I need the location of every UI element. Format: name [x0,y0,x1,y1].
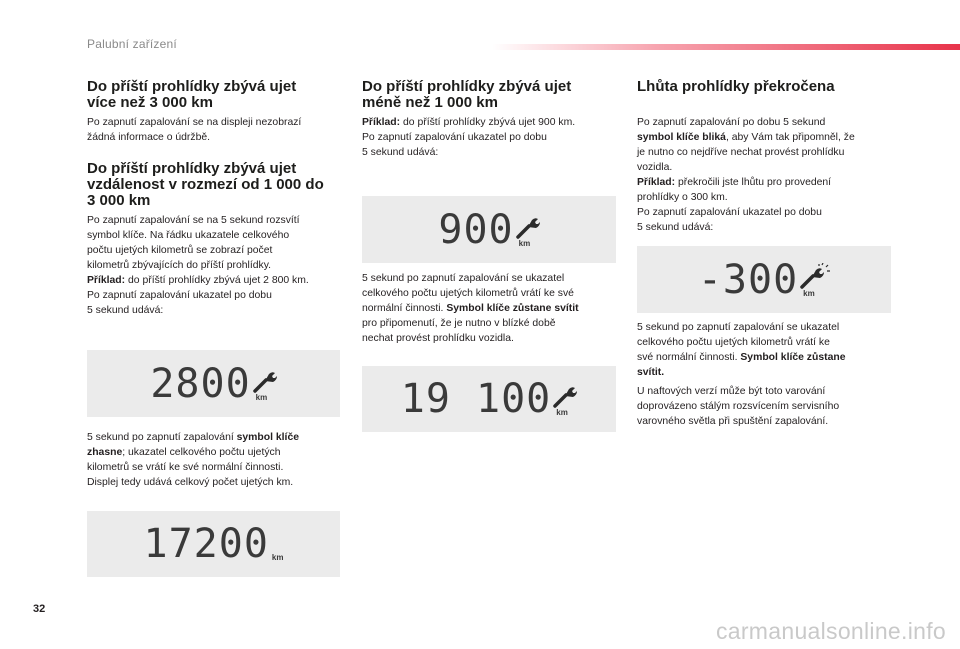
wrench-group [553,386,577,418]
text-line: prohlídky o 300 km. [637,192,728,203]
text-line: Displej tedy udává celkový počet ujetých km. [87,477,294,488]
lcd [697,256,830,303]
header-title: Palubní zařízení [87,37,177,51]
section-title-1000-3000 [87,161,349,209]
section-title-overdue [637,79,897,95]
unit-label: km [556,408,568,417]
odometer-digits: 2800 [150,360,251,407]
odometer-digits: 19 100 [400,376,552,422]
text-line: překročili jste lhůtu pro provedení [675,177,832,188]
text-line: 5 sekund udává: [87,305,164,316]
text-line: Po zapnutí zapalování ukazatel po dobu [87,290,272,301]
text-line: celkového počtu ujetých kilometrů vrátí ke [637,337,830,348]
watermark: carmanualsonline.info [715,618,946,644]
title-line: Do příští prohlídky zbývá ujet [87,160,297,177]
example-label: Příklad: [362,117,401,128]
title-line: vzdálenost v rozmezí od 1 000 do [87,176,324,193]
text-line: 5 sekund udává: [637,222,714,233]
title-line: méně než 1 000 km [362,94,498,111]
section-title-under-1000 [362,79,612,111]
odometer-digits: 17200 [143,521,269,567]
unit-label: km [271,553,284,562]
text-line: 5 sekund po zapnutí zapalování se ukazatel [637,322,840,333]
text-line: doprovázeno stálým rozsvícením servisního [637,401,840,412]
lcd [143,521,284,567]
text-line: U naftových verzí může být toto varování [637,386,826,397]
paragraph-key-remains-lit [362,271,624,346]
paragraph-diesel-note [637,384,899,429]
text-line: do příští prohlídky zbývá ujet 900 km. [400,117,576,128]
text-line: Po zapnutí zapalování ukazatel po dobu [637,207,822,218]
title-line: více než 3 000 km [87,94,213,111]
text-line: nechat provést prohlídku vozidla. [362,333,514,344]
header-accent-bar [492,44,960,50]
wrench-icon [553,386,577,408]
wrench-icon [516,217,540,239]
text-line: počtu ujetých kilometrů se zobrazí počet [87,245,273,256]
paragraph-overdue [637,115,899,235]
odometer-display-900 [362,196,616,263]
paragraph-overdue-after [637,320,899,380]
unit-label: km [518,238,531,248]
section-title-over-3000 [87,79,337,111]
title-line: Lhůta prohlídky překročena [637,78,835,95]
text-line: pro připomenutí, že je nutno v blízké době [362,318,556,329]
text-line: 5 sekund udává: [362,147,439,158]
text-line: Po zapnutí zapalování se na displeji nezobrazí [87,117,302,128]
paragraph-under-1000 [362,115,624,160]
title-line: 3 000 km [87,192,151,209]
odometer-display-19100 [362,366,616,432]
paragraph-over-3000 [87,115,347,145]
text-line: celkového počtu ujetých kilometrů vrátí ke své [362,288,574,299]
wrench-blinking-icon [800,263,830,289]
example-label: Příklad: [87,275,126,286]
paragraph-1000-3000 [87,213,349,318]
odometer-digits: -300 [697,256,799,303]
lcd [150,360,276,407]
text-line: vozidla. [637,162,673,173]
unit-label: km [803,288,815,298]
bold-text: zhasne [87,447,123,458]
text-line: kilometrů se vrátí ke své normální činnosti. [87,462,284,473]
text-line: kilometrů zbývajících do příští prohlídky. [87,260,272,271]
text-line: 5 sekund po zapnutí zapalování [87,432,237,443]
unit-label: km [255,392,268,402]
bold-text: symbol klíče [236,432,299,443]
wrench-icon [253,371,277,393]
paragraph-key-off [87,430,349,490]
lcd [400,376,578,422]
odometer-display-minus-300 [637,246,891,313]
text-line: žádná informace o údržbě. [87,132,211,143]
text-line: 5 sekund po zapnutí zapalování se ukazatel [362,273,565,284]
odometer-digits: 900 [438,206,514,253]
text-line: Po zapnutí zapalování ukazatel po dobu [362,132,547,143]
text-line: normální činnosti. [362,303,447,314]
bold-text: symbol klíče bliká [637,132,726,143]
lcd [438,206,539,253]
text-line: symbol klíče. Na řádku ukazatele celkového [87,230,290,241]
text-line: své normální činnosti. [637,352,741,363]
text-line: do příští prohlídky zbývá ujet 2 800 km. [125,275,309,286]
wrench-group [800,263,830,299]
odometer-display-2800 [87,350,340,417]
bold-text: svítit. [637,367,665,378]
title-line: Do příští prohlídky zbývá ujet [87,78,297,95]
wrench-group [253,371,277,403]
wrench-group [516,217,540,249]
odometer-display-17200 [87,511,340,577]
text-line: je nutno co nejdříve nechat provést prohlídku [637,147,845,158]
example-label: Příklad: [637,177,676,188]
page-number: 32 [33,603,46,615]
text-line: ; ukazatel celkového počtu ujetých [122,447,281,458]
text-line: Po zapnutí zapalování po dobu 5 sekund [637,117,826,128]
text-line: , aby Vám tak připomněl, že [725,132,855,143]
text-line: Po zapnutí zapalování se na 5 sekund rozsvítí [87,215,300,226]
title-line: Do příští prohlídky zbývá ujet [362,78,572,95]
bold-text: Symbol klíče zůstane svítit [446,303,579,314]
bold-text: Symbol klíče zůstane [740,352,846,363]
text-line: varovného světla při spuštění zapalování. [637,416,829,427]
